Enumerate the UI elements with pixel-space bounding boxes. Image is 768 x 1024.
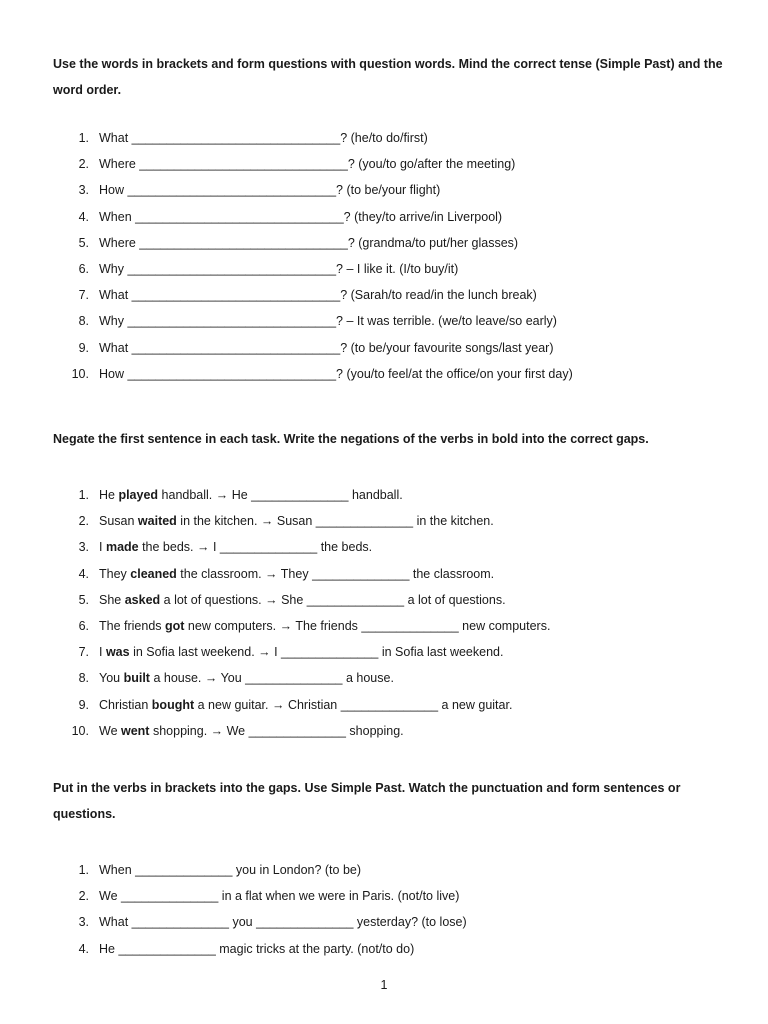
item-text (99, 488, 403, 502)
bold-verb: waited (137, 514, 177, 529)
instruction-1: Use the words in brackets and form questions with question words. Mind the correct tense (Simple Past) and the word order. (53, 57, 723, 97)
item-text (99, 183, 440, 197)
exercise-question-words (53, 51, 723, 387)
item-text (99, 942, 414, 956)
list-item (53, 718, 723, 744)
text-run: Where ______________________________? (you/to go/after the meeting) (99, 157, 516, 172)
text-run: What ______________________________? (Sarah/to read/in the lunch break) (99, 288, 537, 303)
text-run: the beds. → I ______________ the beds. (138, 540, 373, 555)
list-item (53, 125, 723, 151)
item-text (99, 645, 503, 659)
item-number: 10. (71, 366, 89, 381)
item-number: 7. (78, 288, 89, 303)
list-item (53, 151, 723, 177)
item-text (99, 671, 394, 685)
item-number: 2. (78, 157, 89, 172)
item-number: 3. (78, 540, 89, 555)
text-run: He ______________ magic tricks at the party. (not/to do) (99, 941, 415, 956)
text-run: How ______________________________? (you/to feel/at the office/on your first day) (99, 366, 573, 381)
text-run: I (99, 540, 106, 555)
bold-verb: was (105, 645, 130, 660)
exercise-1-list (53, 125, 723, 387)
page-number: 1 (380, 978, 388, 992)
item-number: 5. (78, 235, 89, 250)
list-item (53, 256, 723, 282)
item-text (99, 341, 554, 355)
item-number: 8. (78, 671, 89, 686)
item-number: 8. (78, 314, 89, 329)
item-text (99, 367, 573, 381)
item-number: 5. (78, 592, 89, 607)
text-run: Why ______________________________? – I like it. (I/to buy/it) (99, 261, 459, 276)
bold-verb: made (105, 540, 139, 555)
text-run: What ______________________________? (he/to do/first) (99, 131, 428, 145)
list-item (53, 692, 723, 718)
item-number: 3. (78, 915, 89, 930)
item-number: 1. (78, 863, 89, 877)
bold-verb: played (118, 488, 159, 502)
text-run: a lot of questions. → She ______________ a lot of questions. (160, 592, 506, 607)
item-text (99, 593, 506, 607)
list-item (53, 534, 723, 560)
instruction-2: Negate the first sentence in each task. Write the negations of the verbs in bold into the correct gaps. (53, 432, 649, 446)
text-run: We (99, 723, 121, 738)
item-text (99, 567, 494, 581)
item-number: 1. (78, 131, 89, 145)
list-item (53, 335, 723, 361)
text-run: I (99, 645, 106, 660)
list-item (53, 561, 723, 587)
item-text (99, 157, 515, 171)
bold-verb: got (165, 618, 185, 633)
text-run: the classroom. → They ______________ the classroom. (176, 566, 495, 581)
item-number: 4. (78, 209, 89, 224)
item-text (99, 619, 550, 633)
text-run: When ______________________________? (they/to arrive/in Liverpool) (99, 209, 503, 224)
item-text (99, 236, 518, 250)
bold-verb: built (123, 671, 150, 686)
text-run: new computers. → The friends ______________ new computers. (184, 618, 551, 633)
item-number: 3. (78, 183, 89, 198)
text-run: What ______________________________? (to be/your favourite songs/last year) (99, 340, 554, 355)
text-run: You (99, 671, 124, 686)
list-item (53, 177, 723, 203)
list-item (53, 857, 723, 883)
text-run: handball. → He ______________ handball. (158, 488, 403, 502)
list-item (53, 508, 723, 534)
item-number: 9. (78, 697, 89, 712)
text-run: They (99, 566, 131, 581)
list-item (53, 587, 723, 613)
item-text (99, 698, 512, 712)
list-item (53, 909, 723, 935)
list-item (53, 936, 723, 962)
text-run: in Sofia last weekend. → I ______________ in Sofia last weekend. (129, 645, 504, 660)
text-run: Christian (99, 697, 152, 712)
item-text (99, 514, 494, 528)
item-number: 10. (71, 723, 89, 738)
exercise-simple-past (53, 775, 723, 962)
list-item (53, 639, 723, 665)
item-text (99, 915, 467, 929)
text-run: He (99, 488, 119, 502)
bold-verb: went (121, 723, 150, 738)
text-run: shopping. → We ______________ shopping. (149, 723, 404, 738)
item-number: 7. (78, 645, 89, 660)
item-text (99, 724, 404, 738)
item-text (99, 210, 502, 224)
text-run: How ______________________________? (to be/your flight) (99, 183, 441, 198)
list-item (53, 308, 723, 334)
item-text (99, 863, 361, 877)
item-number: 2. (78, 889, 89, 904)
text-run: The friends (99, 618, 166, 633)
bold-verb: bought (151, 697, 195, 712)
text-run: Why ______________________________? – It was terrible. (we/to leave/so early) (99, 314, 557, 329)
text-run: What ______________ you ______________ yesterday? (to lose) (99, 915, 467, 930)
list-item (53, 482, 723, 508)
item-text (99, 889, 459, 903)
text-run: in the kitchen. → Susan ______________ in the kitchen. (176, 514, 494, 529)
item-number: 4. (78, 941, 89, 956)
item-text (99, 131, 428, 145)
list-item (53, 883, 723, 909)
exercise-negation (53, 426, 723, 744)
exercise-3-list (53, 857, 723, 962)
list-item (53, 282, 723, 308)
text-run: Susan (99, 514, 138, 529)
list-item (53, 665, 723, 691)
text-run: a new guitar. → Christian ______________ a new guitar. (194, 697, 513, 712)
list-item (53, 613, 723, 639)
item-text (99, 262, 458, 276)
item-number: 6. (78, 618, 89, 633)
item-number: 1. (78, 488, 89, 502)
item-number: 6. (78, 261, 89, 276)
list-item (53, 230, 723, 256)
text-run: She (99, 592, 125, 607)
text-run: a house. → You ______________ a house. (149, 671, 394, 686)
list-item (53, 204, 723, 230)
item-text (99, 314, 557, 328)
item-number: 4. (78, 566, 89, 581)
item-text (99, 540, 372, 554)
bold-verb: cleaned (130, 566, 177, 581)
item-text (99, 288, 537, 302)
list-item (53, 361, 723, 387)
item-number: 2. (78, 514, 89, 529)
item-number: 9. (78, 340, 89, 355)
text-run: Where ______________________________? (grandma/to put/her glasses) (99, 235, 519, 250)
text-run: We ______________ in a flat when we were in Paris. (not/to live) (99, 889, 460, 904)
text-run: When ______________ you in London? (to be) (99, 863, 362, 877)
exercise-2-list (53, 482, 723, 744)
instruction-3: Put in the verbs in brackets into the gaps. Use Simple Past. Watch the punctuation and form sentences or questions. (53, 781, 681, 821)
bold-verb: asked (124, 592, 161, 607)
